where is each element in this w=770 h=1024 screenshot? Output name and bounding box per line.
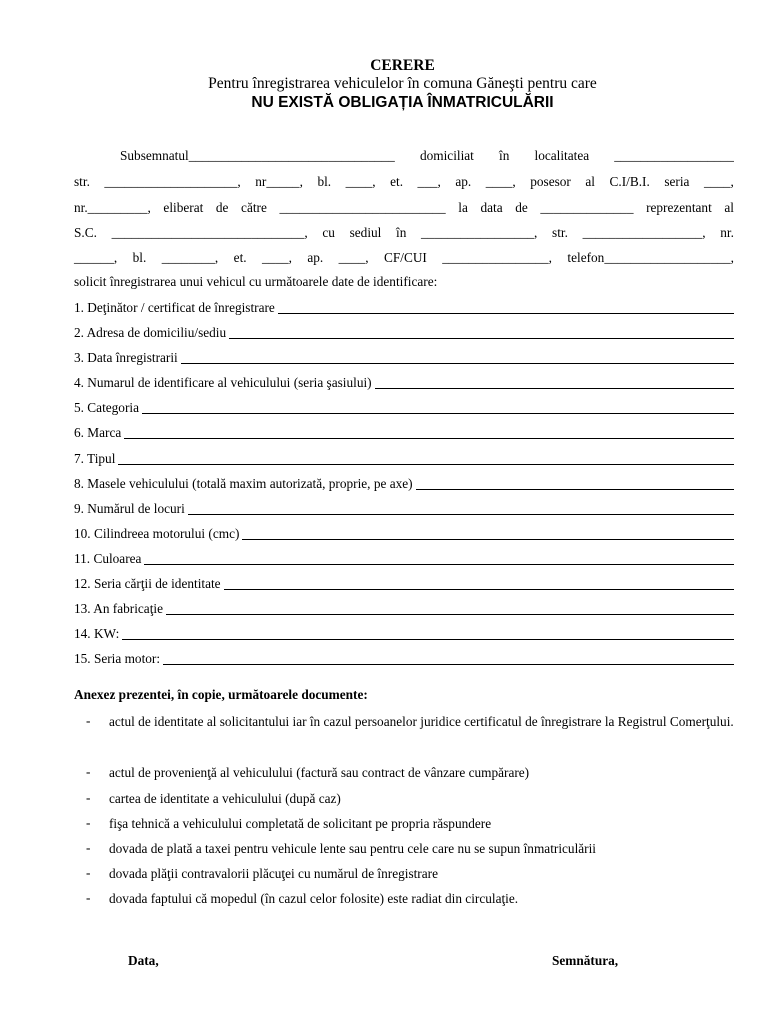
- form-field-row[interactable]: [74, 549, 734, 569]
- document-header: [0, 57, 770, 112]
- bullet-dash: -: [86, 790, 91, 805]
- intro-word: al: [585, 174, 595, 189]
- form-field-blank[interactable]: [144, 549, 734, 569]
- intro-word: data: [480, 200, 503, 215]
- form-field-blank[interactable]: [166, 599, 734, 619]
- form-field-label: 5. Categoria: [74, 400, 139, 415]
- form-field-label: 9. Numărul de locuri: [74, 501, 185, 516]
- intro-word: către: [241, 200, 267, 215]
- form-field-blank[interactable]: [122, 624, 734, 644]
- bullet-dash: -: [86, 840, 91, 855]
- form-field-row[interactable]: [74, 474, 734, 494]
- intro-word: la: [458, 200, 468, 215]
- intro-line-6: solicit înregistrarea unui vehicul cu următoarele date de identificare:: [74, 274, 438, 289]
- intro-word: ___,: [417, 174, 441, 189]
- annex-item: dovada plăţii contravalorii plăcuţei cu numărul de înregistrare: [109, 866, 438, 881]
- form-field-row[interactable]: [74, 348, 734, 368]
- form-field-label: 12. Seria cărţii de identitate: [74, 576, 221, 591]
- bullet-dash: -: [86, 865, 91, 880]
- intro-word: _____________________________,: [111, 225, 308, 240]
- signature-label: Semnătura,: [552, 953, 619, 968]
- intro-word: ____,: [262, 250, 292, 265]
- form-field-label: 15. Seria motor:: [74, 651, 161, 666]
- intro-word: bl.: [132, 250, 147, 265]
- form-field-label: 7. Tipul: [74, 451, 116, 466]
- intro-word: ____,: [345, 174, 376, 189]
- form-field-row[interactable]: [74, 323, 734, 343]
- form-field-row[interactable]: [74, 524, 734, 544]
- intro-word: posesor: [530, 174, 571, 189]
- intro-word: ____,: [703, 174, 734, 189]
- form-field-row[interactable]: [74, 649, 734, 669]
- intro-word: nr._________,: [74, 200, 151, 215]
- annex-item: fişa tehnică a vehiculului completată de solicitant pe propria răspundere: [109, 816, 492, 831]
- intro-word: _________________,: [421, 225, 538, 240]
- form-field-label: 14. KW:: [74, 626, 120, 641]
- intro-line-1: [74, 146, 734, 166]
- form-field-row[interactable]: [74, 499, 734, 519]
- intro-line-4: [74, 223, 734, 243]
- intro-word: _________________________: [279, 200, 446, 215]
- intro-word: str.: [552, 225, 568, 240]
- annex-item: actul de provenienţă al vehiculului (factură sau contract de vânzare cumpărare): [109, 765, 530, 780]
- form-field-label: 10. Cilindreea motorului (cmc): [74, 526, 240, 541]
- intro-word: în: [499, 148, 510, 163]
- intro-word: ____,: [485, 174, 516, 189]
- form-field-row[interactable]: [74, 624, 734, 644]
- form-field-blank[interactable]: [416, 474, 734, 494]
- intro-word: în: [396, 225, 407, 240]
- intro-word: de: [215, 200, 229, 215]
- form-field-label: 13. An fabricaţie: [74, 601, 163, 616]
- date-label: Data,: [128, 953, 159, 968]
- intro-word: reprezentant: [646, 200, 712, 215]
- intro-word: bl.: [317, 174, 332, 189]
- intro-word: Subsemnatul_______________________________: [120, 148, 395, 163]
- annex-heading: Anexez prezentei, în copie, următoarele documente:: [74, 687, 368, 702]
- form-field-row[interactable]: [74, 423, 734, 443]
- form-field-row[interactable]: [74, 373, 734, 393]
- form-field-label: 8. Masele vehiculului (totală maxim autorizată, proprie, pe axe): [74, 476, 413, 491]
- intro-word: S.C.: [74, 225, 97, 240]
- annex-item: actul de identitate al solicitantului iar în cazul persoanelor juridice certificatul de înregistrare la Registrul Comerţului.: [109, 714, 734, 729]
- form-field-label: 4. Numarul de identificare al vehiculului (seria şasiului): [74, 375, 372, 390]
- intro-word: ________________,: [442, 250, 552, 265]
- bullet-dash: -: [86, 890, 91, 905]
- form-field-blank[interactable]: [278, 298, 734, 318]
- intro-word: ap.: [307, 250, 324, 265]
- form-field-blank[interactable]: [224, 574, 734, 594]
- intro-word: seria: [664, 174, 690, 189]
- intro-word: ______________: [540, 200, 634, 215]
- intro-word: telefon___________________,: [567, 250, 734, 265]
- form-field-blank[interactable]: [242, 524, 734, 544]
- intro-word: ______,: [74, 250, 118, 265]
- document-title: CERERE: [370, 57, 435, 74]
- form-field-row[interactable]: [74, 449, 734, 469]
- intro-word: sediul: [349, 225, 382, 240]
- intro-word: ________,: [161, 250, 219, 265]
- bullet-dash: -: [86, 815, 91, 830]
- intro-line-2: [74, 172, 734, 192]
- form-field-row[interactable]: [74, 574, 734, 594]
- intro-word: de: [515, 200, 528, 215]
- intro-word: nr_____,: [255, 174, 303, 189]
- form-field-label: 6. Marca: [74, 425, 122, 440]
- form-field-blank[interactable]: [229, 323, 734, 343]
- intro-word: localitatea: [534, 148, 590, 163]
- form-field-blank[interactable]: [118, 449, 734, 469]
- form-field-label: 3. Data înregistrarii: [74, 350, 178, 365]
- intro-line-5: [74, 248, 734, 268]
- intro-word: nr.: [720, 225, 734, 240]
- intro-word: et.: [233, 250, 247, 265]
- intro-word: ap.: [455, 174, 472, 189]
- bullet-dash: -: [86, 764, 91, 779]
- document-subtitle: Pentru înregistrarea vehiculelor în comuna Găneşti pentru care: [208, 75, 597, 92]
- form-field-label: 1. Deţinător / certificat de înregistrare: [74, 300, 275, 315]
- intro-word: str.: [74, 174, 90, 189]
- intro-word: CF/CUI: [384, 250, 427, 265]
- form-field-label: 2. Adresa de domiciliu/sediu: [74, 325, 227, 340]
- form-field-row[interactable]: [74, 398, 734, 418]
- intro-word: domiciliat: [419, 148, 474, 163]
- intro-word: __________________,: [582, 225, 706, 240]
- form-field-blank[interactable]: [142, 398, 734, 418]
- annex-item: cartea de identitate a vehiculului (după caz): [109, 791, 341, 806]
- form-field-blank[interactable]: [188, 499, 734, 519]
- form-field-row[interactable]: [74, 298, 734, 318]
- intro-word: __________________: [614, 148, 734, 163]
- intro-word: C.I/B.I.: [609, 174, 650, 189]
- form-field-blank[interactable]: [375, 373, 734, 393]
- intro-word: eliberat: [163, 200, 204, 215]
- form-field-label: 11. Culoarea: [74, 551, 142, 566]
- intro-word: cu: [322, 225, 335, 240]
- intro-line-3: [74, 198, 734, 218]
- form-field-row[interactable]: [74, 599, 734, 619]
- intro-word: et.: [390, 174, 404, 189]
- document-subtitle-emphasis: NU EXISTĂ OBLIGAȚIA ÎNMATRICULĂRII: [251, 94, 554, 111]
- intro-word: ____,: [338, 250, 369, 265]
- intro-word: al: [724, 200, 734, 215]
- form-field-blank[interactable]: [124, 423, 734, 443]
- annex-item: dovada de plată a taxei pentru vehicule lente sau pentru cele care nu se supun înmatriculării: [109, 841, 596, 856]
- intro-word: ____________________,: [104, 174, 241, 189]
- form-field-blank[interactable]: [181, 348, 734, 368]
- annex-item: dovada faptului că mopedul (în cazul celor folosite) este radiat din circulaţie.: [109, 891, 519, 906]
- form-field-blank[interactable]: [163, 649, 734, 669]
- bullet-dash: -: [86, 713, 91, 728]
